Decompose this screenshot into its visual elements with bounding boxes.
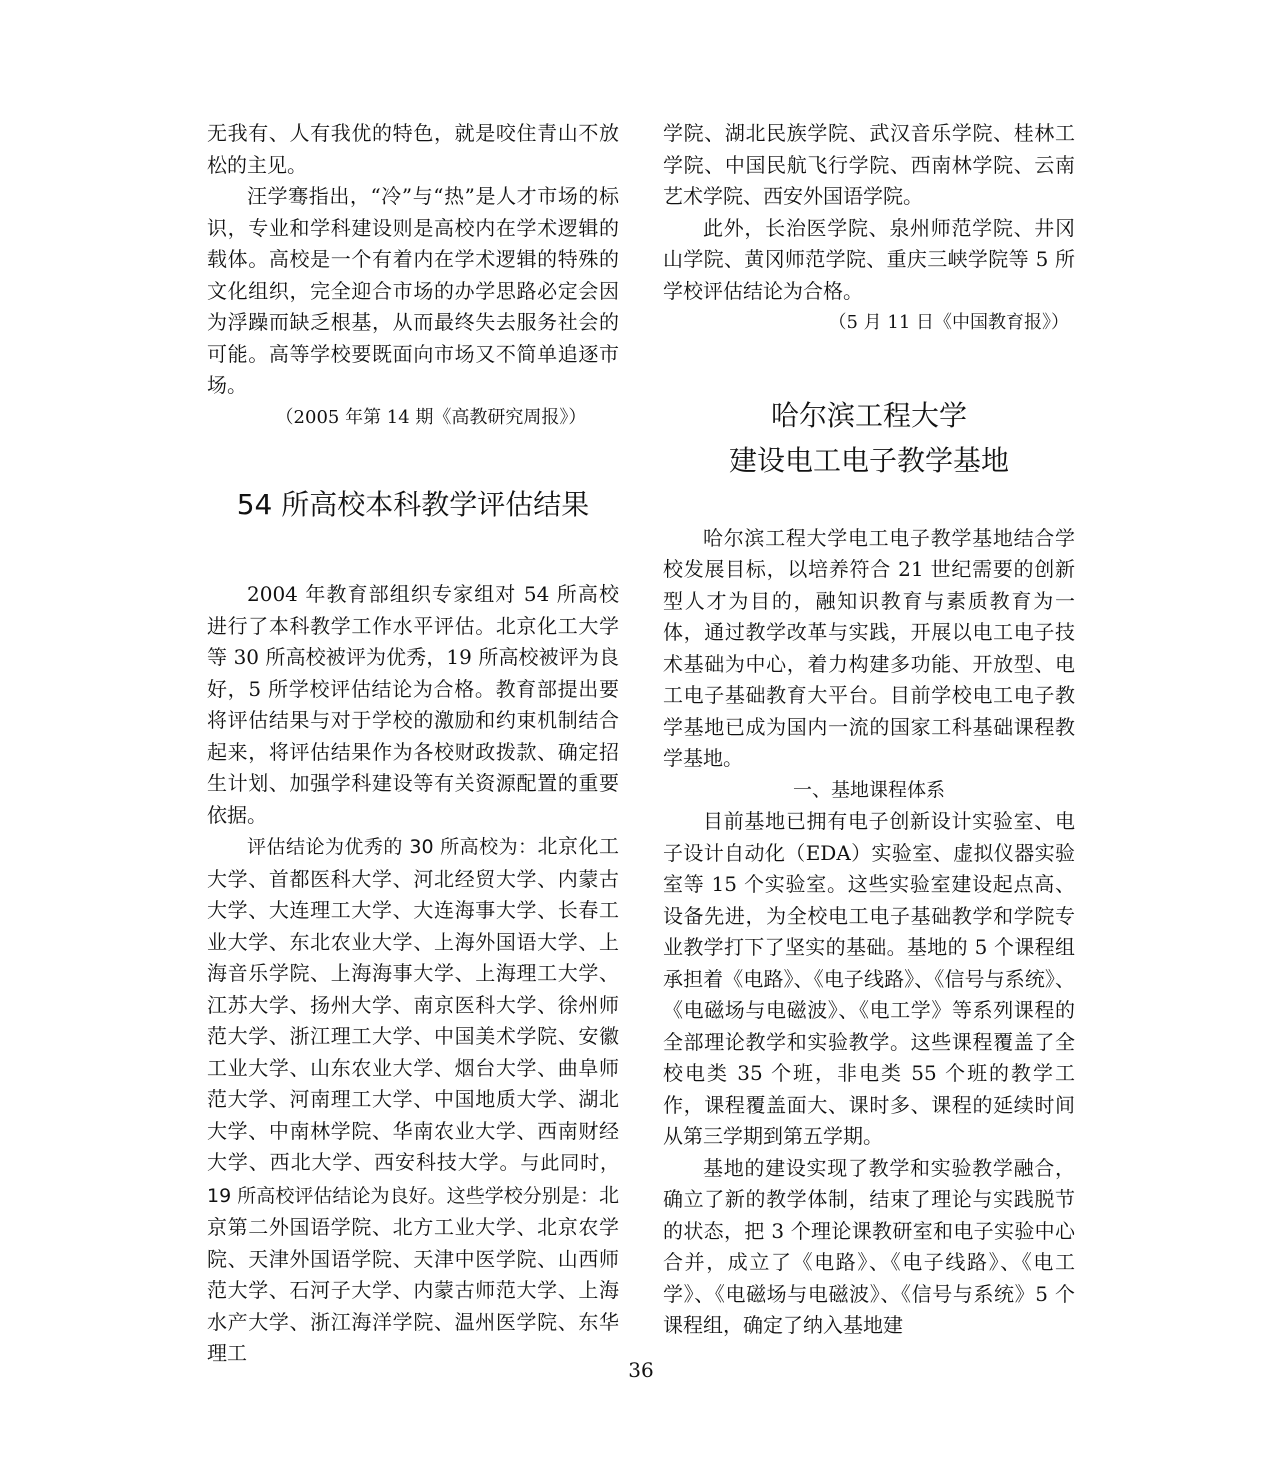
- article-title-heu: [663, 393, 1075, 483]
- paragraph-integration: 基地的建设实现了教学和实验教学融合，确立了新的教学体制，结束了理论与实践脱节的状态，把 3 个理论课教研室和电子实验中心合并，成立了《电路》、《电子线路》、《电工学》、《电磁场与电磁波》、《信号与系统》5 个课程组，确定了纳入基地建: [663, 1155, 1075, 1337]
- source-citation-1: （2005 年第 14 期《高教研究周报》）: [275, 406, 587, 428]
- title-line-2: 建设电工电子教学基地: [728, 443, 1009, 477]
- paragraph-qualified-list: 此外，长治医学院、泉州师范学院、井冈山学院、黄冈师范学院、重庆三峡学院等 5 所学校评估结论为合格。: [663, 215, 1075, 303]
- paragraph-evaluation-intro: 2004 年教育部组织专家组对 54 所高校进行了本科教学工作水平评估。北京化工大学等 30 所高校被评为优秀，19 所高校被评为良好，5 所学校评估结论为合格。教育部提出要将评估结果与对于学校的激励和约束机制结合起来，将评估结果作为各校财政拨款、确定招生计划、加强学科建设等有关资源配置的重要依据。: [207, 582, 619, 827]
- source-citation-2: （5 月 11 日《中国教育报》）: [828, 312, 1069, 333]
- right-column: [663, 118, 1075, 1342]
- list-excellent: 北京化工大学、首都医科大学、河北经贸大学、内蒙古大学、大连理工大学、大连海事大学、长春工业大学、东北农业大学、上海外国语大学、上海音乐学院、上海海事大学、上海理工大学、江苏大学、扬州大学、南京医科大学、徐州师范大学、浙江理工大学、中国美术学院、安徽工业大学、山东农业大学、烟台大学、曲阜师范大学、河南理工大学、中国地质大学、湖北大学、中南林学院、华南农业大学、西南财经大学、西北大学、西安科技大学。: [207, 834, 620, 1174]
- paragraph-labs: 目前基地已拥有电子创新设计实验室、电子设计自动化（EDA）实验室、虚拟仪器实验室等 15 个实验室。这些实验室建设起点高、设备先进，为全校电工电子基础教学和学院专业教学打下了坚实的基础。基地的 5 个课程组承担着《电路》、《电子线路》、《信号与系统》、《电磁场与电磁波》、《电工学》等系列课程的全部理论教学和实验教学。这些课程覆盖了全校电类 35 个班，非电类 55 个班的教学工作，课程覆盖面大、课时多、课程的延续时间从第三学期到第五学期。: [663, 809, 1075, 1148]
- lead-excellent: 评估结论为优秀的 30 所高校为：: [247, 836, 538, 858]
- paragraph-excellent-list: [207, 831, 619, 1370]
- left-column: [207, 118, 619, 1370]
- paragraph-continued: 无我有、人有我优的特色，就是咬住青山不放松的主见。: [207, 121, 619, 177]
- section-heading-curriculum: 一、基地课程体系: [792, 778, 945, 801]
- paragraph-wang-xueqian: 汪学骞指出，“冷”与“热”是人才市场的标识，专业和学科建设则是高校内在学术逻辑的载体。高校是一个有着内在学术逻辑的特殊的文化组织，完全迎合市场的办学思路必定会因为浮躁而缺乏根基，从而最终失去服务社会的可能。高等学校要既面向市场又不简单追逐市场。: [207, 184, 619, 397]
- article-title-evaluation: 54 所高校本科教学评估结果: [236, 488, 590, 521]
- page-number: 36: [628, 1358, 654, 1382]
- title-line-1: 哈尔滨工程大学: [770, 398, 967, 432]
- paragraph-heu-intro: 哈尔滨工程大学电工电子教学基地结合学校发展目标，以培养符合 21 世纪需要的创新型人才为目的，融知识教育与素质教育为一体，通过教学改革与实践，开展以电工电子技术基础为中心，着力构建多功能、开放型、电工电子基础教育大平台。目前学校电工电子教学基地已成为国内一流的国家工科基础课程教学基地。: [663, 525, 1075, 770]
- paragraph-good-list-continued: 学院、湖北民族学院、武汉音乐学院、桂林工学院、中国民航飞行学院、西南林学院、云南艺术学院、西安外国语学院。: [663, 121, 1075, 208]
- lead-good: 与此同时，19 所高校评估结论为良好。这些学校分别是：: [207, 1152, 619, 1207]
- list-good: 北京第二外国语学院、北方工业大学、北京农学院、天津外国语学院、天津中医学院、山西师范大学、石河子大学、内蒙古师范大学、上海水产大学、浙江海洋学院、温州医学院、东华理工: [207, 1182, 619, 1365]
